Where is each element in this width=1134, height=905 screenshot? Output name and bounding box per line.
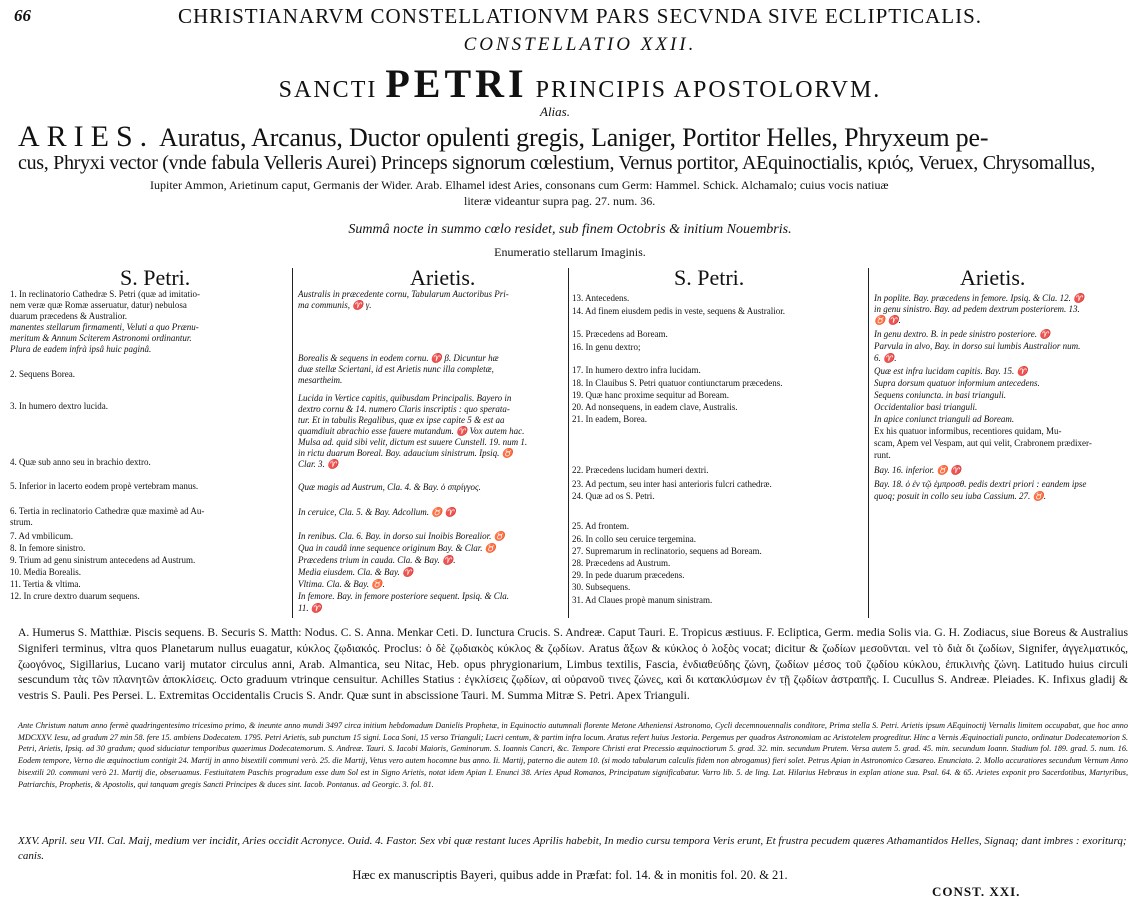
names-line-2: cus, Phryxi vector (vnde fabula Velleris Aurei) Princeps signorum cœlestium, Vernus portitor, AEquinoctialis, κριός, Veruex, Chrysomallus, — [18, 152, 1095, 174]
star-desc: 6. ♈. — [874, 353, 897, 363]
star-desc: ♉ ♈. — [874, 315, 901, 325]
star-item: 22. Præcedens lucidam humeri dextri. — [572, 465, 709, 475]
star-desc: Bay. 18. ὁ ἐν τῷ ἐμπροσθ. pedis dextri priori : eandem ipse — [874, 479, 1087, 489]
catchword: CONST. XXI. — [932, 884, 1021, 899]
star-item: 12. In crure dextro duarum sequens. — [10, 591, 140, 601]
star-item: 31. Ad Claues propè manum sinistram. — [572, 595, 713, 605]
star-desc: Bay. 16. inferior. ♉ ♈ — [874, 465, 962, 475]
star-item: 11. Tertia & vltima. — [10, 579, 81, 589]
star-item: 7. Ad vmbilicum. — [10, 531, 73, 541]
star-item: 16. In genu dextro; — [572, 342, 641, 352]
star-desc: Supra dorsum quatuor informium antecedens. — [874, 378, 1040, 388]
star-desc: In genu dextro. B. in pede sinistro posteriore. ♈ — [874, 329, 1051, 339]
star-desc: Quæ magis ad Austrum, Cla. 4. & Bay. ὁ σπρίγγος. — [298, 482, 481, 492]
star-item: 17. In humero dextro infra lucidam. — [572, 365, 701, 375]
column-head-arietis-1: Arietis. — [410, 265, 476, 290]
star-desc: scam, Apem vel Vespam, aut qui velit, Crabronem prædixer- — [874, 438, 1092, 448]
star-desc: runt. — [874, 450, 891, 460]
title-petri: PETRI — [385, 61, 528, 106]
historical-notes: Ante Christum natum anno fermè quadringentesimo tricesimo primo, & ineunte anno mundi 3497 circa initium hebdomadum Danielis Prophetæ, in Equinoctio autumnali florente Metone Atheniensi Astronomo, Cycli decemnouennalis conditore, Prima stella S. Petri. Arietis ipsum AEquinoctij Vernalis limitem occupabat, que hoc anno MDCXXV. Iesu, ad gradum 27 min 58. fere 15. ambiens Dodecatem. 1795. Petri Arietis, sub punctum 15 signi. Loca Soni, 15 verso Trianguli; Lucri centum, & partim infra locum. Aratus refert huius Jestoria. Pergemus per quadros Astronomiam ac Aristotelem progreditur. Hinc a Vernis Æquinoctiali puncto, ordinatur Dodecatemorion S. Petri, Arietis, Ipsiq. ad 30 gradum; quod siduciatur temporibus quaerimus Dodecatemorum. S. Andreæ. Tauri. S. Iacobi Maioris, Geminorum. S. Ioannis Cancri, &c. Tempore Christi erat Precessio æquinoctiorum 5. grad. 32. min. secundum Prutem. Versa autem 5. grad. 45. min. secundum Ioann. Stadium fol. 189. grad. 5. num. 16. Eodem tempore, Verno die æquinoctium contigit 24. Martij in anno bisextili communi verò. 25. die Martij, Vetus vero autem hocomne bus anno. Ii. Martij, paterno die autem 10. (si modo tabularum calculis fidem non abrogamus) fieri solet. Petrus Apian in Astronomico Cæsareo. Enunciato. 2. Mollo accuratiores secundum Vernum Anno bisextili 20. communi verò 21. Martij die, obseruamus. Festiuitatem Paschis progradum esse dum Sol est in Signo Arietis, notat idem Apian I. Enunci 38. Aries Apud Romanos, Principatum significabatur. Varro lib. 5. de ling. Lat. Hilarius Hebræus in explan atione sua. Psal. 64. & 65. Arietes exponit pro Sacerdotibus, Martyribus, Patriarchis, Prophetis, & Apostolis, qui tanquam gregis Sancti Principes & duces sint. Iacob. Pontanus. ad Georgic. 3. fol. 81. — [18, 721, 1128, 789]
star-desc: Occidentalior basi trianguli. — [874, 402, 978, 412]
star-item: 26. In collo seu ceruice tergemina. — [572, 534, 697, 544]
star-desc: duæ stellæ Sciertani, id est Arietis nunc illa completæ, — [298, 364, 494, 374]
star-desc: quoq; posuit in collo seu iuba Cassium. 27. ♉. — [874, 491, 1046, 501]
column-divider — [292, 268, 293, 618]
star-item: 24. Quæ ad os S. Petri. — [572, 491, 655, 501]
title-line-3 — [130, 60, 1030, 107]
star-item: 6. Tertia in reclinatorio Cathedræ quæ maximè ad Au- — [10, 506, 205, 516]
star-item: 19. Quæ hanc proxime sequitur ad Boream. — [572, 390, 729, 400]
title-line-2: CONSTELLATIO XXII. — [463, 34, 697, 55]
names-line-3: Iupiter Ammon, Arietinum caput, Germanis der Wider. Arab. Elhamel idest Aries, consonans cum Germ: Hammel. Schick. Alchamalo; cuius vocis natiuæ — [150, 178, 889, 192]
enumeratio-heading: Enumeratio stellarum Imaginis. — [494, 245, 646, 259]
star-desc: in genu sinistro. Bay. ad pedem dextrum posteriorem. 13. — [874, 304, 1080, 314]
star-item: 29. In pede duarum præcedens. — [572, 570, 685, 580]
star-item: 2. Sequens Borea. — [10, 369, 75, 379]
star-item: 28. Præcedens ad Austrum. — [572, 558, 671, 568]
star-item: 15. Præcedens ad Boream. — [572, 329, 668, 339]
column-head-s-petri-2: S. Petri. — [674, 265, 745, 290]
aries-name: ARIES. — [18, 120, 155, 153]
title-line-1: CHRISTIANARVM CONSTELLATIONVM PARS SECVNDA SIVE ECLIPTICALIS. — [177, 4, 983, 28]
star-desc: In apice coniunct trianguli ad Boream. — [874, 414, 1015, 424]
star-item: nem veræ quæ Romæ asseruatur, datur) nebulosa — [10, 300, 187, 310]
alias-label: Alias. — [540, 104, 570, 119]
star-desc: Vltima. Cla. & Bay. ♉. — [298, 579, 385, 589]
star-desc: quamdiuit abrachio esse fauere mutandum. ♈ Vox autem hac. — [298, 426, 525, 436]
star-desc: Borealis & sequens in eodem cornu. ♈ β. Dicuntur hæ — [298, 353, 499, 363]
column-head-arietis-2: Arietis. — [960, 265, 1026, 290]
star-desc: Clar. 3. ♈ — [298, 459, 339, 469]
star-item: 27. Supremarum in reclinatorio, sequens ad Boream. — [572, 546, 762, 556]
page-number: 66 — [14, 6, 31, 25]
ovid-quotation: XXV. April. seu VII. Cal. Maij, medium ver incidit, Aries occidit Acronyce. Ouid. 4. Fastor. Sex vbi quæ restant luces Aprilis habebit, In medio cursu tempora Veris erunt, Et frustra pecudem quæres Athamantidos Helles, Signaq; dant imbres : exoriturq; canis. — [18, 835, 1127, 862]
star-desc: In ceruice, Cla. 5. & Bay. Adcollum. ♉ ♈ — [298, 507, 456, 517]
column-divider — [868, 268, 869, 618]
star-desc: In femore. Bay. in femore posteriore sequent. Ipsiq. & Cla. — [298, 591, 509, 601]
title-sancti: SANCTI — [278, 77, 378, 103]
star-item: 1. In reclinatorio Cathedræ S. Petri (quæ ad imitatio- — [10, 289, 200, 299]
star-desc: Sequens coniuncta. in basi trianguli. — [874, 390, 1006, 400]
star-desc: 11. ♈ — [298, 603, 323, 613]
star-desc: In poplite. Bay. præcedens in femore. Ipsiq. & Cla. 12. ♈ — [874, 293, 1085, 303]
column-head-s-petri-1: S. Petri. — [120, 265, 191, 290]
star-note: manentes stellarum firmamenti, Veluti a quo Prænu- — [10, 322, 199, 332]
star-item: 20. Ad nonsequens, in eadem clave, Australis. — [572, 402, 738, 412]
star-item: 13. Antecedens. — [572, 293, 630, 303]
star-item: 9. Trium ad genu sinistrum antecedens ad Austrum. — [10, 555, 196, 565]
aries-epithets: Auratus, Arcanus, Ductor opulenti gregis, Laniger, Portitor Helles, Phryxeum pe- — [159, 123, 989, 152]
star-item: 10. Media Borealis. — [10, 567, 81, 577]
source-note: Hæc ex manuscriptis Bayeri, quibus adde in Præfat: fol. 14. & in monitis fol. 20. & 21. — [352, 868, 788, 882]
star-item: 25. Ad frontem. — [572, 521, 629, 531]
star-item: duarum præcedens & Australior. — [10, 311, 127, 321]
star-item: 4. Quæ sub anno seu in brachio dextro. — [10, 457, 151, 467]
star-desc: in rictu duarum Boreal. Bay. adaucium sinistrum. Ipsiq. ♉ — [298, 448, 513, 458]
star-desc: mesartheim. — [298, 375, 343, 385]
star-item: 5. Inferior in lacerto eodem propè vertebram manus. — [10, 481, 199, 491]
star-desc: tur. Et in tabulis Regalibus, quæ ex ipse capite 5 & est aa — [298, 415, 505, 425]
star-desc: Australis in præcedente cornu, Tabularum Auctoribus Pri- — [298, 289, 509, 299]
column-divider — [568, 268, 569, 618]
star-item: 14. Ad finem eiusdem pedis in veste, sequens & Australior. — [572, 306, 785, 316]
star-item: 3. In humero dextro lucida. — [10, 401, 108, 411]
names-line-4: literæ videantur supra pag. 27. num. 36. — [464, 194, 656, 208]
star-desc: Mulsa ad. quid sibi velit, dictum est suuere Cunstell. 19. num 1. — [298, 437, 528, 447]
star-desc: Lucida in Vertice capitis, quibusdam Principalis. Bayero in — [298, 393, 512, 403]
star-item: 18. In Clauibus S. Petri quatuor contiunctarum præcedens. — [572, 378, 783, 388]
names-line-1 — [18, 120, 1128, 154]
star-desc: Qua in caudâ inne sequence originum Bay. & Clar. ♉ — [298, 543, 496, 553]
star-desc: ma communis, ♈ γ. — [298, 300, 372, 310]
star-note: meritum & Annum Sciterem Astronomi ordinantur. — [10, 333, 192, 343]
star-note: Plura de eadem infrà ipsâ huic paginâ. — [10, 344, 152, 354]
star-desc: In renibus. Cla. 6. Bay. in dorso sui Inoibis Borealior. ♉ — [298, 531, 505, 541]
star-item: 21. In eadem, Borea. — [572, 414, 647, 424]
star-desc: Quæ est infra lucidam capitis. Bay. 15. ♈ — [874, 366, 1028, 376]
title-principis: PRINCIPIS APOSTOLORVM. — [535, 77, 882, 103]
star-desc: dextro cornu & 14. numero Claris inscriptis : quo sperata- — [298, 404, 510, 414]
star-desc: Præcedens trium in cauda. Cla. & Bay. ♈. — [298, 555, 456, 565]
star-desc: Parvula in alvo, Bay. in dorso sui lumbis Australior num. — [874, 341, 1081, 351]
star-item: 30. Subsequens. — [572, 582, 631, 592]
star-desc: Ex his quatuor informibus, recentiores quidam, Mu- — [874, 426, 1062, 436]
star-item: 8. In femore sinistro. — [10, 543, 86, 553]
star-desc: Media eiusdem. Cla. & Bay. ♈ — [298, 567, 414, 577]
figure-references: A. Humerus S. Matthiæ. Piscis sequens. B. Securis S. Matth: Nodus. C. S. Anna. Menkar Ceti. D. Iunctura Crucis. S. Andreæ. Caput Tauri. E. Tropicus æstiuus. F. Ecliptica, Germ. media Solis via. G. H. Zodiacus, siue Boreus & Australius Signiferi terminus, vltra quos Planetarum nullus euagatur, κύκλος ζῳδιακός. Proclus: ὁ δὲ ζῳδιακὸς κύκλος & ζῳδίων. Aratus ἄξων & κύκλος ὁ λοξὸς vocat; dicitur & ζωδίων μεσοῦνται. vel τὸ διὰ δι ζωδίων, Signifer, ἀγγελματικός, ζωογόνος, Sigillarius, Lucano varij mutator circulus anni, Arab. Almantica, seu Nitac, Heb. opus phrygionarium, Limbus textilis, Fascia, ἐνδιαθεύδης ζώνη, ζωδίων μέσος τοῦ ζῳδίου κύκλου, ἐπικλινὴς ζώνη. Latitudo huius circuli sescundum τὰς τῶν πλανητῶν ἀποκλίσεις. Octo graduum vtrinque censuitur. Achilles Statius : ἐγκλίσεις ζῳδίων, αἱ οὐρανοῦ τινες ζώνες, καὶ δι κατακλύσμων ἐν τῇ ζῳδίων ἀστραπῆς. I. Cucullus S. Andreæ. Pleiades. K. Infixus gladij & vestris S. Pauli. Pes Persei. L. Extremitas Occidentalis Crucis S. Andr. Quæ sunt in abscissione Tauri. M. Summa Mitræ S. Petri. Apex Trianguli. — [18, 626, 1128, 703]
star-item: 23. Ad pectum, seu inter hasi anterioris fulcri cathedræ. — [572, 479, 772, 489]
star-item: strum. — [10, 517, 33, 527]
summa-note: Summâ nocte in summo cœlo residet, sub finem Octobris & initium Nouembris. — [348, 222, 792, 237]
